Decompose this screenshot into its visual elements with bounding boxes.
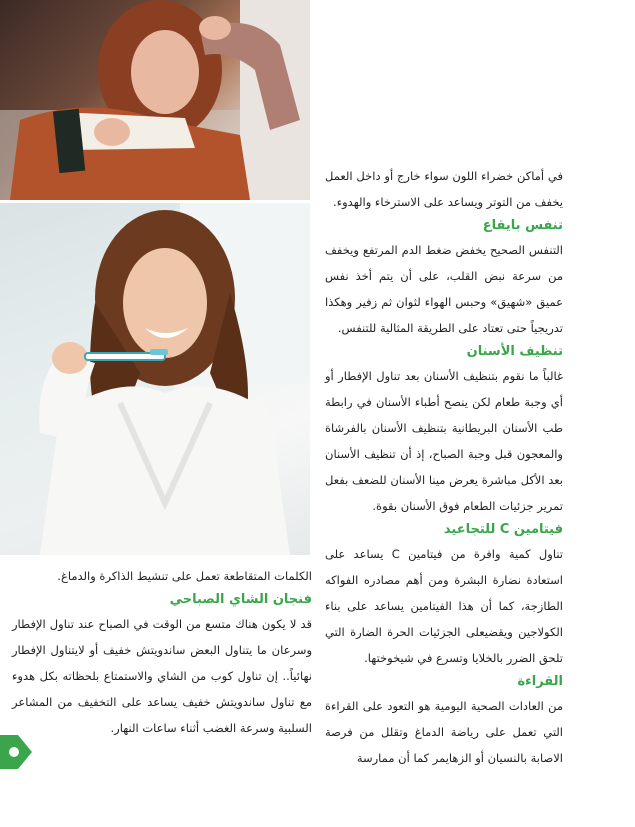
paragraph-morning-tea: قد لا يكون هناك متسع من الوقت في الصباح عند تناول الإفطار وسرعان ما يتناول البعض ساندويتش خفيف أو لايتناول الإفطار نهائياً.. إن تناول كوب من الشاي والاستمتاع بلحظاته بكل هدوء مع تناول ساندويتش خفيف يساعد على التخفيف من المشاعر السلبية وسرعة الغضب أثناء ساعات النهار. [12,617,312,735]
right-text-column [325,163,563,771]
brushing-illustration [0,203,310,555]
page-tab-marker-icon [0,735,32,769]
paragraph-teeth-cleaning: غالباً ما نقوم بتنظيف الأسنان بعد تناول الإفطار أو أي وجبة طعام لكن ينصح أطباء الأسنان في رابطة طب الأسنان البريطانية بتنظيف الأسنان بالفرشاة والمعجون قبل وجبة الصباح، إذ أن تنظيف الأسنان بعد الأكل مباشرة يعرض مينا الأسنان للضعف بفعل تمرير جزئيات الطعام فوق الأسنان بقوة. [325,369,563,513]
paragraph-reading: من العادات الصحية اليومية هو التعود على القراءة التي تعمل على رياضة الدماغ وتقلل من فرصة الاصابة بالنسيان أو الزهايمر كما أن ممارسة [325,699,563,765]
right-intro-paragraph: في أماكن خضراء اللون سواء خارج أو داخل العمل يخفف من التوتر ويساعد على الاسترخاء والهدوء. [325,169,563,209]
woman-reading-book-photo [0,0,310,200]
heading-vitamin-c: فيتامين C للتجاعيد [443,522,563,537]
heading-teeth-cleaning: تنظيف الأسنان [466,344,563,359]
heading-morning-tea: فنجان الشاي الصباحي [169,592,312,607]
reading-illustration [0,0,310,200]
paragraph-vitamin-c: تناول كمية وافرة من فيتامين C يساعد على استعادة نضارة البشرة ومن أهم مصادره الفواكه الطازجة، كما أن هذا الفيتامين يساعد على بناء الكولاجين ويقضيعلى الجزئيات الحرة الضارة التي تلحق الضرر بالخلايا وتسرع في شيخوختها. [325,547,563,665]
heading-rhythmic-breathing: تنفس بايقاع [482,218,563,233]
heading-reading: القراءة [517,674,563,689]
left-intro-paragraph: الكلمات المتقاطعة تعمل على تنشيط الذاكرة والدماغ. [57,569,312,583]
woman-brushing-teeth-photo [0,203,310,555]
left-text-column [12,563,312,741]
paragraph-rhythmic-breathing: التنفس الصحيح يخفض ضغط الدم المرتفع ويخفف من سرعة نبض القلب، على أن يتم أخذ نفس عميق «شهيق» وحبس الهواء لثوان ثم زفير وهكذا تدريجياً حتى تعتاد على الطريقة المثالية للتنفس. [325,243,563,335]
